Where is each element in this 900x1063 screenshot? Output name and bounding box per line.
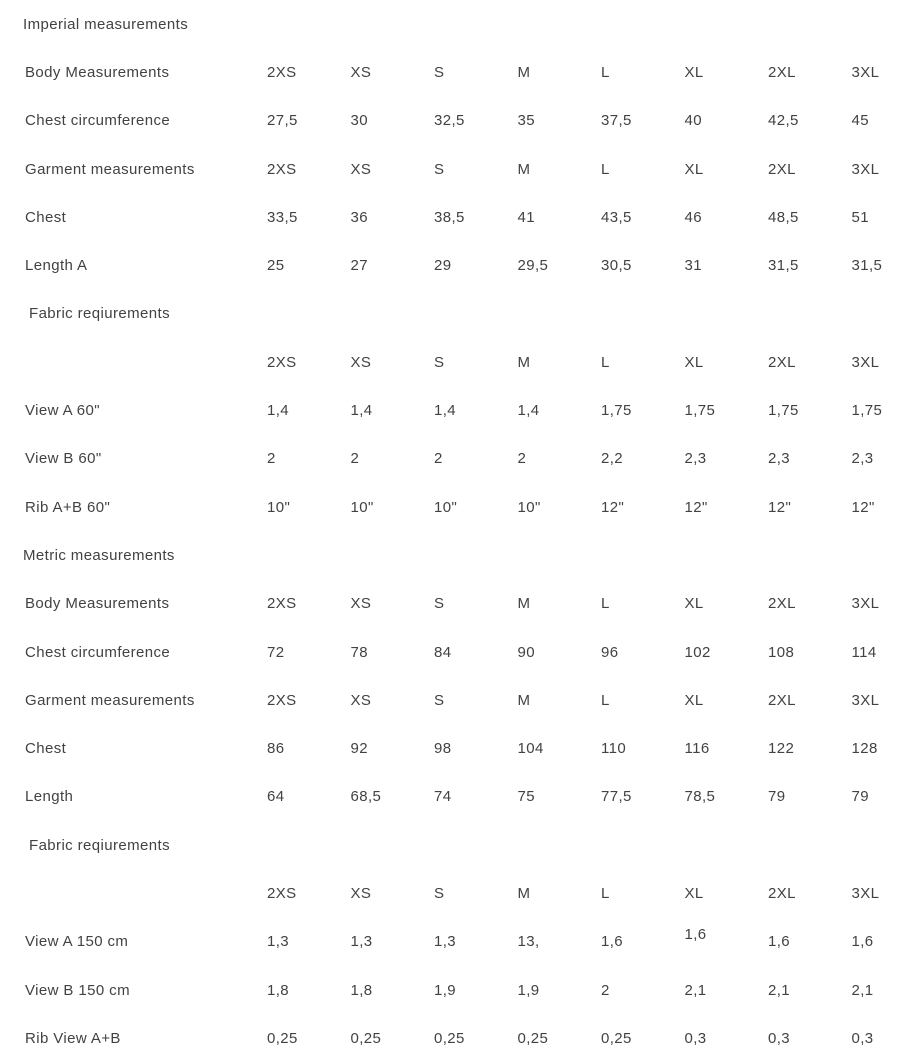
value-cell: 79 — [768, 788, 786, 806]
value-cell: 36 — [350, 208, 368, 226]
value-cell: 31 — [684, 257, 702, 275]
table-row — [0, 676, 900, 724]
value-cell: 3XL — [851, 353, 880, 371]
value-cell: 38,5 — [434, 208, 465, 226]
value-cell: M — [517, 595, 531, 613]
value-cell: 2XL — [768, 160, 796, 178]
table-row — [0, 386, 900, 434]
value-cell: 2,3 — [684, 450, 707, 468]
value-cell: 35 — [517, 112, 535, 130]
value-cell: 10" — [434, 498, 458, 516]
value-cell: 108 — [768, 643, 795, 661]
table-row — [0, 966, 900, 1014]
section-imperial — [0, 0, 900, 531]
value-cell: 27 — [350, 257, 368, 275]
value-cell: 0,25 — [434, 1029, 465, 1047]
value-cell: 2 — [350, 450, 360, 468]
value-cell: XL — [684, 160, 704, 178]
value-cell: 3XL — [851, 160, 880, 178]
value-cell: 2XS — [267, 884, 297, 902]
value-cell: 29,5 — [517, 257, 549, 275]
value-cell: 0,25 — [350, 1029, 382, 1047]
value-cell: 2 — [601, 981, 610, 999]
value-cell: 3XL — [851, 691, 880, 709]
section-title-row — [0, 531, 900, 579]
value-cell: 10" — [267, 498, 291, 516]
value-cell: XL — [684, 353, 704, 371]
value-cell: 2XL — [768, 595, 796, 613]
row-label: View A 150 cm — [25, 933, 129, 951]
value-cell: 1,75 — [851, 402, 883, 420]
section-metric — [0, 531, 900, 1062]
value-cell: 116 — [684, 740, 710, 758]
value-cell: XS — [350, 691, 372, 709]
section-title: Imperial measurements — [23, 15, 189, 33]
row-label: Chest circumference — [25, 112, 171, 130]
value-cell: 78,5 — [684, 788, 716, 806]
value-cell: 1,6 — [601, 933, 624, 951]
value-cell: 33,5 — [267, 208, 298, 226]
value-cell: 12" — [851, 498, 875, 516]
value-cell: 114 — [851, 643, 877, 661]
value-cell: 1,4 — [517, 402, 540, 420]
row-label: Rib View A+B — [25, 1029, 121, 1047]
value-cell: 3XL — [851, 63, 880, 81]
value-cell: 51 — [851, 208, 869, 226]
value-cell: 1,8 — [267, 981, 290, 999]
table-row — [0, 724, 900, 772]
value-cell: 1,9 — [517, 981, 540, 999]
table-subtitle-row — [0, 821, 900, 869]
value-cell: M — [517, 160, 531, 178]
value-cell: 1,3 — [434, 933, 457, 951]
value-cell: XL — [684, 884, 704, 902]
value-cell: 90 — [517, 643, 535, 661]
value-cell: 0,3 — [684, 1029, 707, 1047]
value-cell: 1,75 — [601, 402, 632, 420]
value-cell: 27,5 — [267, 112, 298, 130]
value-cell: S — [434, 884, 445, 902]
value-cell: 46 — [684, 208, 702, 226]
value-cell: 2,3 — [851, 450, 874, 468]
value-cell: 31,5 — [768, 257, 799, 275]
table-row — [0, 869, 900, 917]
value-cell: 12" — [601, 498, 625, 516]
value-cell: 43,5 — [601, 208, 632, 226]
value-cell: XL — [684, 595, 704, 613]
value-cell: XS — [350, 63, 372, 81]
value-cell: 1,4 — [434, 402, 457, 420]
value-cell: 92 — [350, 740, 368, 758]
value-cell: L — [601, 691, 610, 709]
value-cell: L — [601, 353, 610, 371]
value-cell: 0,3 — [851, 1029, 874, 1047]
value-cell: 25 — [267, 257, 285, 275]
value-cell: 12" — [684, 498, 708, 516]
value-cell: 102 — [684, 643, 711, 661]
value-cell: 1,6 — [684, 926, 707, 944]
value-cell: 10" — [517, 498, 541, 516]
value-cell: 32,5 — [434, 112, 465, 130]
value-cell: S — [434, 63, 445, 81]
value-cell: XS — [350, 884, 372, 902]
value-cell: 2,1 — [684, 981, 707, 999]
table-row — [0, 338, 900, 386]
value-cell: 2XS — [267, 63, 297, 81]
row-label: Chest — [25, 740, 67, 758]
value-cell: 1,3 — [350, 933, 373, 951]
value-cell: 78 — [350, 643, 368, 661]
value-cell: 104 — [517, 740, 544, 758]
value-cell: 2,1 — [768, 981, 791, 999]
value-cell: 0,25 — [267, 1029, 298, 1047]
row-label: Garment measurements — [25, 160, 195, 178]
value-cell: 0,25 — [601, 1029, 632, 1047]
table-row — [0, 48, 900, 96]
value-cell: 42,5 — [768, 112, 799, 130]
value-cell: 12" — [768, 498, 792, 516]
value-cell: 68,5 — [350, 788, 382, 806]
value-cell: 1,4 — [350, 402, 373, 420]
row-label: View B 60" — [25, 450, 102, 468]
value-cell: 1,75 — [768, 402, 799, 420]
row-label: Garment measurements — [25, 691, 195, 709]
row-label: Body Measurements — [25, 63, 170, 81]
table-row — [0, 580, 900, 628]
value-cell: M — [517, 884, 531, 902]
value-cell: XS — [350, 160, 372, 178]
value-cell: 1,75 — [684, 402, 716, 420]
value-cell: 2XS — [267, 353, 297, 371]
value-cell: 29 — [434, 257, 452, 275]
value-cell: 30 — [350, 112, 368, 130]
value-cell: XS — [350, 595, 372, 613]
value-cell: 2 — [434, 450, 443, 468]
value-cell: 2XL — [768, 691, 796, 709]
value-cell: 2 — [267, 450, 276, 468]
row-label: Chest circumference — [25, 643, 171, 661]
value-cell: S — [434, 353, 445, 371]
value-cell: 0,25 — [517, 1029, 549, 1047]
value-cell: 2,1 — [851, 981, 874, 999]
value-cell: 77,5 — [601, 788, 632, 806]
value-cell: L — [601, 63, 610, 81]
value-cell: 1,6 — [851, 933, 874, 951]
value-cell: 1,6 — [768, 933, 791, 951]
value-cell: L — [601, 595, 610, 613]
table-subtitle: Fabric reqiurements — [29, 836, 170, 854]
value-cell: 2XL — [768, 353, 796, 371]
row-label: Body Measurements — [25, 595, 170, 613]
table-subtitle-row — [0, 290, 900, 338]
value-cell: 1,3 — [267, 933, 290, 951]
value-cell: S — [434, 595, 445, 613]
value-cell: 96 — [601, 643, 619, 661]
value-cell: M — [517, 63, 531, 81]
section-title-row — [0, 0, 900, 48]
value-cell: 64 — [267, 788, 285, 806]
table-row — [0, 773, 900, 821]
value-cell: 110 — [601, 740, 627, 758]
value-cell: 72 — [267, 643, 285, 661]
value-cell: 48,5 — [768, 208, 799, 226]
value-cell: L — [601, 160, 610, 178]
value-cell: 122 — [768, 740, 795, 758]
value-cell: 41 — [517, 208, 535, 226]
value-cell: 2XS — [267, 595, 297, 613]
value-cell: S — [434, 160, 445, 178]
value-cell: 1,4 — [267, 402, 290, 420]
value-cell: 45 — [851, 112, 869, 130]
value-cell: S — [434, 691, 445, 709]
row-label: Length A — [25, 257, 88, 275]
value-cell: XL — [684, 63, 704, 81]
value-cell: 13, — [517, 933, 540, 951]
value-cell: 30,5 — [601, 257, 632, 275]
value-cell: 86 — [267, 740, 285, 758]
value-cell: XS — [350, 353, 372, 371]
value-cell: 2XS — [267, 691, 297, 709]
value-cell: 2XS — [267, 160, 297, 178]
value-cell: 84 — [434, 643, 452, 661]
value-cell: 1,8 — [350, 981, 373, 999]
row-label: View B 150 cm — [25, 981, 130, 999]
table-row — [0, 145, 900, 193]
value-cell: L — [601, 884, 610, 902]
table-row — [0, 241, 900, 289]
table-row — [0, 1014, 900, 1062]
value-cell: M — [517, 691, 531, 709]
value-cell: 2XL — [768, 884, 796, 902]
value-cell: 2XL — [768, 63, 796, 81]
row-label: View A 60" — [25, 402, 100, 420]
value-cell: 98 — [434, 740, 452, 758]
table-row — [0, 435, 900, 483]
value-cell: XL — [684, 691, 704, 709]
value-cell: 3XL — [851, 884, 880, 902]
value-cell: 2 — [517, 450, 527, 468]
table-subtitle: Fabric reqiurements — [29, 305, 170, 323]
value-cell: 37,5 — [601, 112, 632, 130]
value-cell: 3XL — [851, 595, 880, 613]
value-cell: 74 — [434, 788, 452, 806]
value-cell: 128 — [851, 740, 878, 758]
value-cell: 31,5 — [851, 257, 883, 275]
table-row — [0, 918, 900, 966]
table-row — [0, 483, 900, 531]
value-cell: 10" — [350, 498, 374, 516]
value-cell: 2,3 — [768, 450, 791, 468]
value-cell: 1,9 — [434, 981, 457, 999]
table-row — [0, 193, 900, 241]
value-cell: 2,2 — [601, 450, 624, 468]
section-title: Metric measurements — [23, 546, 175, 564]
value-cell: 75 — [517, 788, 535, 806]
value-cell: 0,3 — [768, 1029, 791, 1047]
row-label: Length — [25, 788, 74, 806]
value-cell: 79 — [851, 788, 869, 806]
value-cell: 40 — [684, 112, 702, 130]
value-cell: M — [517, 353, 531, 371]
table-row — [0, 97, 900, 145]
row-label: Rib A+B 60" — [25, 498, 111, 516]
table-row — [0, 628, 900, 676]
row-label: Chest — [25, 208, 67, 226]
